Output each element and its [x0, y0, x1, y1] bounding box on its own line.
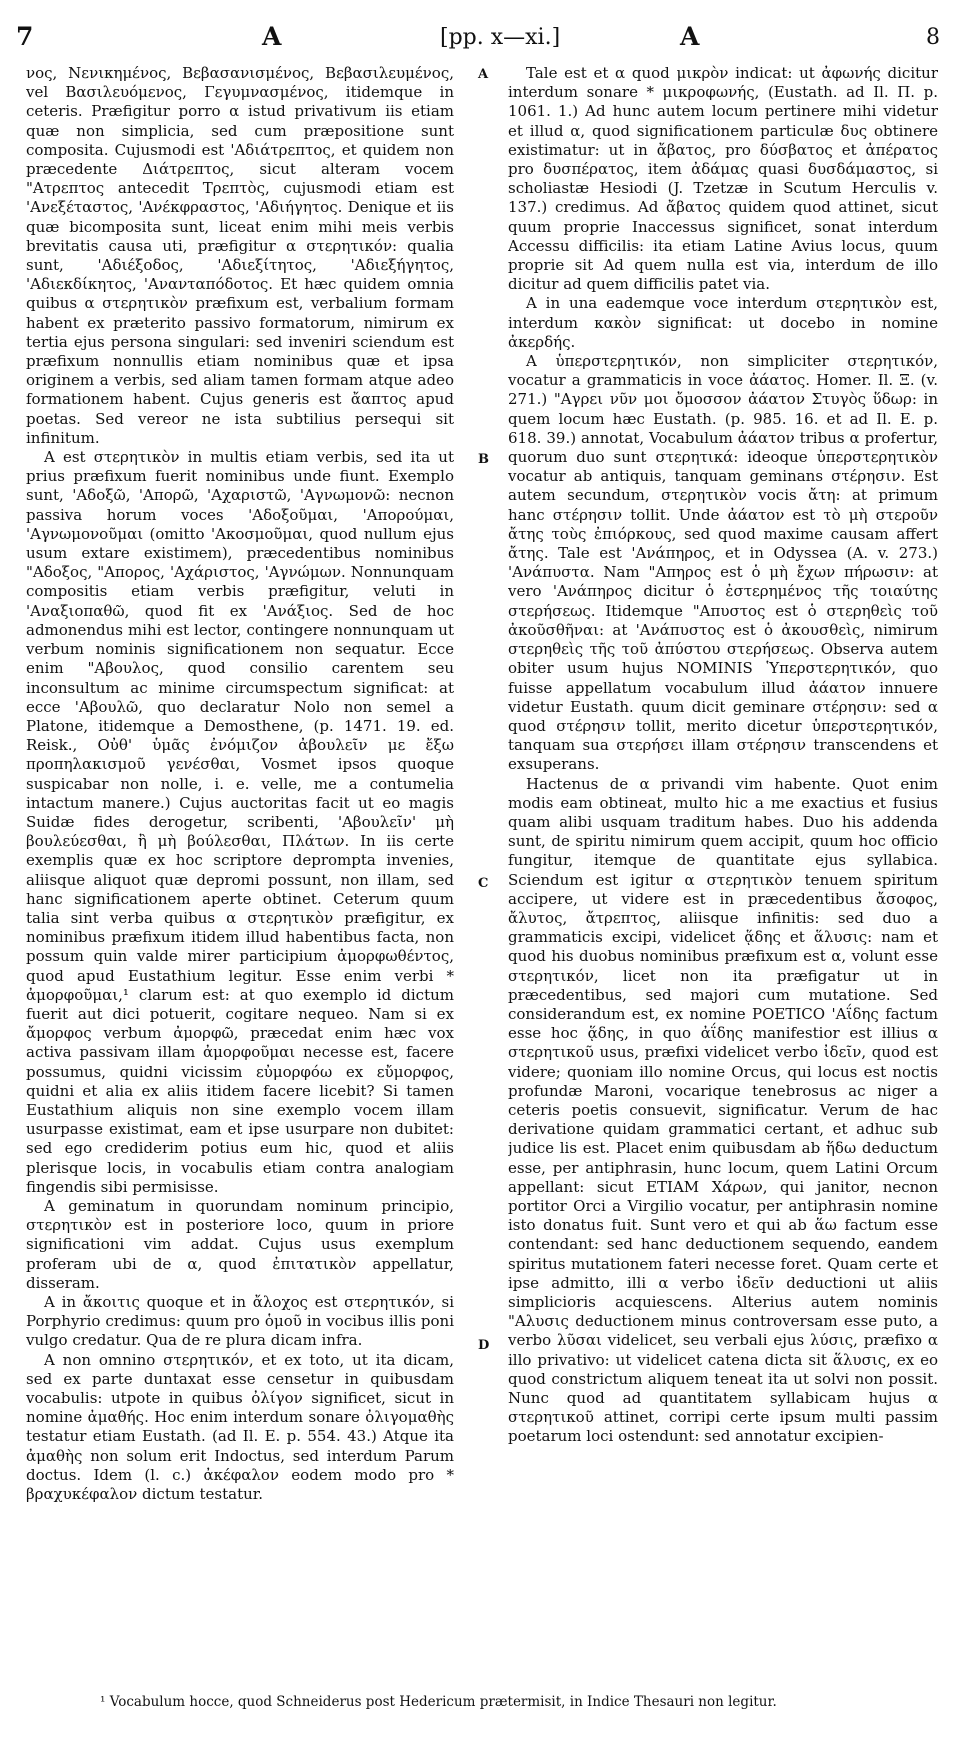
- paragraph: A geminatum in quorundam nominum principio, στερητικὸν est in posteriore loco, quum in priore significationi vim addat. Cujus usus exemplum proferam ubi de α, quod ἐπιτατικὸν appellatur, disseram.: [26, 1196, 454, 1292]
- section-marker-b: B: [478, 452, 489, 467]
- running-head-letter-left: A: [262, 22, 282, 51]
- left-column: [26, 64, 454, 1664]
- paragraph: A est στερητικὸν in multis etiam verbis, sed ita ut prius præfixum fuerit nominibus unde fiunt. Exemplo sunt, 'Αδοξῶ, 'Απορῶ, 'Αχαριστῶ, 'Αγνωμονῶ: necnon passiva horum voces 'Αδοξοῦμαι, 'Απορούμαι, 'Αγνωμονοῦμαι (omitto 'Ακοσμοῦμαι, quod nullum ejus usum extare existimem), præcedentibus nominibus "Αδοξος, "Απορος, 'Αχάριστος, 'Αγνώμων. Nonnunquam compositis etiam verbis præfigitur, veluti in 'Αναξιοπαθῶ, quod fit ex 'Ανάξιος. Sed de hoc admonendus mihi est lector, contingere nonnunquam ut verbum nominis significationem non sequatur. Ecce enim "Αβουλος, quod consilio carentem seu inconsultum ac minime circumspectum significat: at ecce 'Αβουλῶ, quo declaratur Nolo non semel a Platone, itidemque a Demosthene, (p. 1471. 19. ed. Reisk., Οὐθ' ὑμᾶς ἐνόμιζον ἀβουλεῖν με ἔξω προπηλακισμοῦ γενέσθαι, Vosmet ipsos quoque suspicabar non nolle, i. e. velle, me a contumelia intactum manere.) Cujus auctoritas facit ut eo magis Suidæ fides derogetur, scribenti, 'Αβουλεῖν' μὴ βουλεύεσθαι, ἢ μὴ βούλεσθαι, Πλάτων. In iis certe exemplis quæ ex hoc scriptore deprompta invenies, aliisque aliquot quæ depromi possunt, non illam, sed hanc significationem aperte obtinet. Ceterum quum talia sint verba quibus α στερητικὸν præfigitur, ex nominibus præfixum itidem illud habentibus facta, non possum quin valde mirer participium ἀμορφωθέντος, quod apud Eustathium legitur. Esse enim verbi * ἀμορφοῦμαι,¹ clarum est: at quo exemplo id dictum fuerit aut dici potuerit, cogitare nequeo. Nam si ex ἄμορφος verbum ἀμορφῶ, præcedat enim hæc vox activa passivam illam ἀμορφοῦμαι necesse est, facere possumus, quidni vicissim εὐμορφόω ex εὔμορφος, quidni et alia ex aliis itidem facere licebit? Si tamen Eustathium aliquis non sine exemplo vocem illam usurpasse existimat, eam et ipse usurpare non dubitet: sed ego crediderim potius eum hic, quod et aliis plerisque locis, in vocabulis etiam contra analogiam fingendis sibi permisisse.: [26, 448, 454, 1196]
- paragraph: A non omnino στερητικόν, et ex toto, ut ita dicam, sed ex parte duntaxat esse censetur in quibusdam vocabulis: utpote in quibus ὀλίγον significet, sicut in nomine ἀμαθής. Hoc enim interdum sonare ὀλιγομαθὴς testatur etiam Eustath. (ad Il. E. p. 554. 43.) Atque ita ἀμαθὴς non solum erit Indoctus, sed interdum Parum doctus. Idem (l. c.) ἀκέφαλον eodem modo pro * βραχυκέφαλον dictum testatur.: [26, 1350, 454, 1504]
- running-head-letter-right: A: [680, 22, 700, 51]
- page-number-left: 7: [16, 22, 34, 51]
- page-number-right: 8: [926, 25, 940, 50]
- section-marker-d: D: [478, 1338, 490, 1353]
- section-markers: [478, 0, 498, 1746]
- paragraph: Hactenus de α privandi vim habente. Quot enim modis eam obtineat, multo hic a me exactius et fusius quam alibi usquam traditum habes. Duo his addenda sunt, de spiritu nimirum quem accipit, quum hoc officio fungitur, itemque de quantitate ejus syllabica. Sciendum est igitur α στερητικὸν tenuem spiritum accipere, ut videre est in præcedentibus ἄσοφος, ἄλυτος, ἄτρεπτος, aliisque infinitis: sed duo a grammaticis excipi, videlicet ᾅδης et ἅλυσις: nam et quod his duobus nominibus præfixum est α, volunt esse στερητικόν, licet non ita præfigatur ut in præcedentibus, sed majori cum mutatione. Sed considerandum est, ex nomine POETICO 'Αΐδης factum esse hoc ᾅδης, in quo ἀΐδης manifestior est illius α στερητικοῦ usus, præfixi videlicet verbo ἰδεῖν, quod est videre; quoniam illo nomine Orcus, qui locus est noctis profundæ Maroni, vocarique tenebrosus ac niger a ceteris poetis consuevit, significatur. Verum de hac derivatione quidam grammatici certant, et adhuc sub judice lis est. Placet enim quibusdam ab ἥδω deductum esse, per antiphrasin, hunc locum, quem Latini Orcum appellant: sicut ETIAM Χάρων, qui janitor, necnon portitor Orci a Virgilio vocatur, per antiphrasin nomine isto donatus fuit. Sunt vero et qui ab ἅω factum esse contendant: sed hanc deductionem sequendo, eandem spiritus mutationem fateri necesse foret. Quam certe et ipse admitto, illi α verbo ἰδεῖν deductioni ut aliis simplicioris acquiescens. Alterius autem nominis "Αλυσις deductionem minus controversam esse puto, a verbo λῦσαι videlicet, seu verbali ejus λύσις, præfixo α illo privativo: ut videlicet catena dicta sit ἅλυσις, ex eo quod constrictum aliquem teneat ita ut solvi non possit. Nunc quod ad quantitatem syllabicam hujus α στερητικοῦ attinet, corripi certe ipsum multi passim poetarum loci ostendunt: sed annotatur excipien-: [508, 774, 938, 1446]
- paragraph: Tale est et α quod μικρὸν indicat: ut ἀφωνής dicitur interdum sonare * μικροφωνής, (Eustath. ad Il. Π. p. 1061. 1.) Ad hunc autem locum pertinere mihi videtur et illud α, quod significationem particulæ δυς obtinere existimatur: ut in ἄβατος, pro δύσβατος et ἀπέρατος pro δυσπέρατος, item ἀδάμας quasi δυσδάμαστος, si scholiastæ Hesiodi (J. Tzetzæ in Scutum Herculis v. 137.) credimus. Ad ἄβατος quidem quod attinet, sicut quum proprie Inaccessus significet, sonat interdum Accessu difficilis: ita etiam Latine Avius locus, quum proprie sit Ad quem nulla est via, interdum de illo dicitur ad quem difficilis patet via.: [508, 64, 938, 294]
- footnote: ¹ Vocabulum hocce, quod Schneiderus post Hedericum prætermisit, in Indice Thesauri non legitur.: [100, 1694, 777, 1710]
- paragraph: A in una eademque voce interdum στερητικὸν est, interdum κακὸν significat: ut docebo in nomine ἀκερδής.: [508, 294, 938, 351]
- running-head-range: [pp. x—xi.]: [440, 25, 561, 50]
- paragraph: νος, Νενικημένος, Βεβασανισμένος, Βεβασιλευμένος, vel Βασιλευόμενος, Γεγυμνασμένος, itidemque in ceteris. Præfigitur porro α istud privativum iis etiam quæ non simplicia, sed cum præpositione sunt composita. Cujusmodi est 'Αδιάτρεπτος, et quidem non præcedente Διάτρεπτος, sicut alteram vocem "Ατρεπτος antecedit Τρεπτὸς, cujusmodi etiam est 'Ανεξέταστος, 'Ανέκφραστος, 'Αδιήγητος. Denique et iis quæ bicomposita sunt, liceat enim mihi meis verbis brevitatis causa uti, præfigitur α στερητικόν: qualia sunt, 'Αδιέξοδος, 'Αδιεξίτητος, 'Αδιεξήγητος, 'Αδιεκδίκητος, 'Ανανταπόδοτος. Et hæc quidem omnia quibus α στερητικὸν præfixum est, verbalium formam habent ex præterito passivo formatorum, nimirum ex tertia ejus persona singulari: sed inveniri sciendum est præfixum nonnullis etiam nominibus quæ et ipsa originem a verbis, sed aliam tamen formam atque adeo formationem habent. Cujus generis est ἄαπτος apud poetas. Sed vereor ne ista subtilius persequi sit infinitum.: [26, 64, 454, 447]
- paragraph: A ὑπερστερητικόν, non simpliciter στερητικόν, vocatur a grammaticis in voce ἀάατος. Homer. Il. Ξ. (v. 271.) "Αγρει νῦν μοι ὄμοσσον ἀάατον Στυγὸς ὕδωρ: in quem locum hæc Eustath. (p. 985. 16. et ad Il. E. p. 618. 39.) annotat, Vocabulum ἀάατον tribus α profertur, quorum duo sunt στερητικά: ideoque ὑπερστερητικὸν vocatur ab antiquis, tanquam geminans στέρησιν. Est autem secundum, στερητικὸν vocis ἄτη: at primum hanc στέρησιν tollit. Unde ἀάατον est τὸ μὴ στεροῦν ἄτης τοὺς ἐπιόρκους, sed quod maxime causam affert ἄτης. Tale est 'Ανάπηρος, et in Odyssea (A. v. 273.) 'Ανάπυστα. Nam "Απηρος est ὁ μὴ ἔχων πήρωσιν: at vero 'Ανάπηρος dicitur ὁ ἐστερημένος τῆς τοιαύτης στερήσεως. Itidemque "Απυστος est ὁ στερηθεὶς τοῦ ἀκοῦσθῆναι: at 'Ανάπυστος est ὁ ἀκουσθεὶς, nimirum στερηθεὶς τῆς τοῦ ἀπύστου στερήσεως. Observa autem obiter usum hujus NOMINIS Ὑπερστερητικόν, quo fuisse appellatum vocabulum illud ἀάατον innuere videtur Eustath. quum dicit geminare στέρησιν: sed α quod στέρησιν tollit, merito dicetur ὑπερστερητικόν, tanquam sua στερήσει illam στέρησιν transcendens et exsuperans.: [508, 352, 938, 774]
- section-marker-a: A: [478, 67, 489, 82]
- section-marker-c: C: [478, 876, 489, 891]
- right-column: [508, 64, 938, 1664]
- paragraph: A in ἄκοιτις quoque et in ἄλοχος est στερητικόν, si Porphyrio credimus: quum pro ὁμοῦ in vocibus illis poni vulgo credatur. Qua de re plura dicam infra.: [26, 1293, 454, 1350]
